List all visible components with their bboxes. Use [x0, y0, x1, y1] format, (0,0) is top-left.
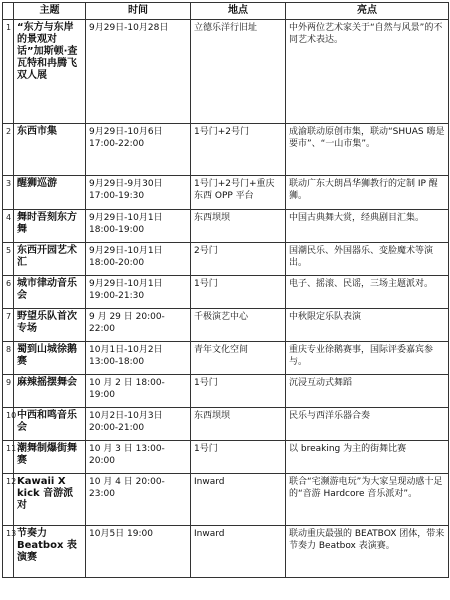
event-title: 东西开园艺术汇: [14, 243, 86, 276]
table-row: [3, 243, 449, 276]
event-place: 东西坝坝: [191, 408, 286, 441]
table-row: [3, 375, 449, 408]
row-number: 11: [3, 441, 14, 474]
event-time: 9月29日-10月1日 18:00-19:00: [86, 210, 191, 243]
event-title: 节奏力 Beatbox 表演赛: [14, 526, 86, 578]
event-place: 1号门: [191, 441, 286, 474]
table-row: [3, 309, 449, 342]
row-number: 12: [3, 474, 14, 526]
event-highlight: 国潮民乐、外国器乐、变脸魔术等演出。: [286, 243, 449, 276]
event-title: 舞时吾刻东方舞: [14, 210, 86, 243]
event-place: 1号门: [191, 276, 286, 309]
row-number: 2: [3, 124, 14, 176]
row-number: 9: [3, 375, 14, 408]
event-title: “东方与东岸的景观对话”加斯顿·查瓦特和冉腾飞双人展: [14, 20, 86, 124]
header-highlight: 亮点: [286, 3, 449, 20]
event-place: 1号门: [191, 375, 286, 408]
event-highlight: 民乐与西洋乐器合奏: [286, 408, 449, 441]
event-time: 10 月 3 日 13:00-20:00: [86, 441, 191, 474]
header-place: 地点: [191, 3, 286, 20]
event-place: 千极演艺中心: [191, 309, 286, 342]
table-row: [3, 441, 449, 474]
event-highlight: 中国古典舞大赏，经典剧目汇集。: [286, 210, 449, 243]
row-number: 7: [3, 309, 14, 342]
event-place: 青年文化空间: [191, 342, 286, 375]
event-highlight: 电子、摇滚、民谣，三场主题派对。: [286, 276, 449, 309]
event-title: 野望乐队首次专场: [14, 309, 86, 342]
event-time: 10月2日-10月3日 20:00-21:00: [86, 408, 191, 441]
event-highlight: 以 breaking 为主的街舞比赛: [286, 441, 449, 474]
event-title: 醒狮巡游: [14, 176, 86, 210]
event-time: 10月5日 19:00: [86, 526, 191, 578]
table-row: [3, 526, 449, 578]
row-number: 13: [3, 526, 14, 578]
event-highlight: 沉浸互动式舞蹈: [286, 375, 449, 408]
event-place: Inward: [191, 526, 286, 578]
event-title: 潮舞制爆街舞赛: [14, 441, 86, 474]
row-number: 5: [3, 243, 14, 276]
table-row: [3, 342, 449, 375]
event-time: 9月29日-10月6日 17:00-22:00: [86, 124, 191, 176]
event-title: Kawaii X kick 音游派对: [14, 474, 86, 526]
event-place: 1号门+2号门: [191, 124, 286, 176]
event-highlight: 成渝联动原创市集，联动“SHUAS 嗨是要市”、“一山市集”。: [286, 124, 449, 176]
table-row: [3, 408, 449, 441]
event-highlight: 联动重庆最强的 BEATBOX 团体，带来节奏力 Beatbox 表演赛。: [286, 526, 449, 578]
table-row: [3, 210, 449, 243]
table-row: [3, 276, 449, 309]
header-number: [3, 3, 14, 20]
event-place: 1号门+2号门+重庆东西 OPP 平台: [191, 176, 286, 210]
event-title: 蜀到山城徐鹅赛: [14, 342, 86, 375]
event-place: 立德乐洋行旧址: [191, 20, 286, 124]
header-time: 时间: [86, 3, 191, 20]
event-time: 10月1日-10月2日 13:00-18:00: [86, 342, 191, 375]
row-number: 6: [3, 276, 14, 309]
row-number: 4: [3, 210, 14, 243]
event-time: 9 月 29 日 20:00-22:00: [86, 309, 191, 342]
event-time: 9月29日-10月1日 18:00-20:00: [86, 243, 191, 276]
event-highlight: 中秋限定乐队表演: [286, 309, 449, 342]
event-schedule-table: [2, 2, 449, 578]
table-row: [3, 20, 449, 124]
event-time: 9月29日-10月28日: [86, 20, 191, 124]
event-time: 9月29日-10月1日 19:00-21:30: [86, 276, 191, 309]
event-highlight: 联合“宅濒游电玩”为大家呈现动感十足的“音游 Hardcore 音乐派对”。: [286, 474, 449, 526]
event-title: 城市律动音乐会: [14, 276, 86, 309]
event-place: 2号门: [191, 243, 286, 276]
header-theme: 主题: [14, 3, 86, 20]
event-title: 麻辣摇摆舞会: [14, 375, 86, 408]
row-number: 8: [3, 342, 14, 375]
table-row: [3, 124, 449, 176]
table-row: [3, 176, 449, 210]
table-row: [3, 474, 449, 526]
event-title: 中西和鸣音乐会: [14, 408, 86, 441]
event-time: 10 月 4 日 20:00-23:00: [86, 474, 191, 526]
row-number: 10: [3, 408, 14, 441]
event-highlight: 重庆专业徐鹅赛事，国际评委嘉宾参与。: [286, 342, 449, 375]
event-highlight: 中外两位艺术家关于“自然与风景”的不同艺术表达。: [286, 20, 449, 124]
event-place: 东西坝坝: [191, 210, 286, 243]
row-number: 3: [3, 176, 14, 210]
event-title: 东西市集: [14, 124, 86, 176]
event-highlight: 联动广东大朗昌华狮教行的定制 IP 醒狮。: [286, 176, 449, 210]
event-time: 10 月 2 日 18:00-19:00: [86, 375, 191, 408]
event-place: Inward: [191, 474, 286, 526]
row-number: 1: [3, 20, 14, 124]
event-time: 9月29日-9月30日 17:00-19:30: [86, 176, 191, 210]
table-header-row: [3, 3, 449, 20]
